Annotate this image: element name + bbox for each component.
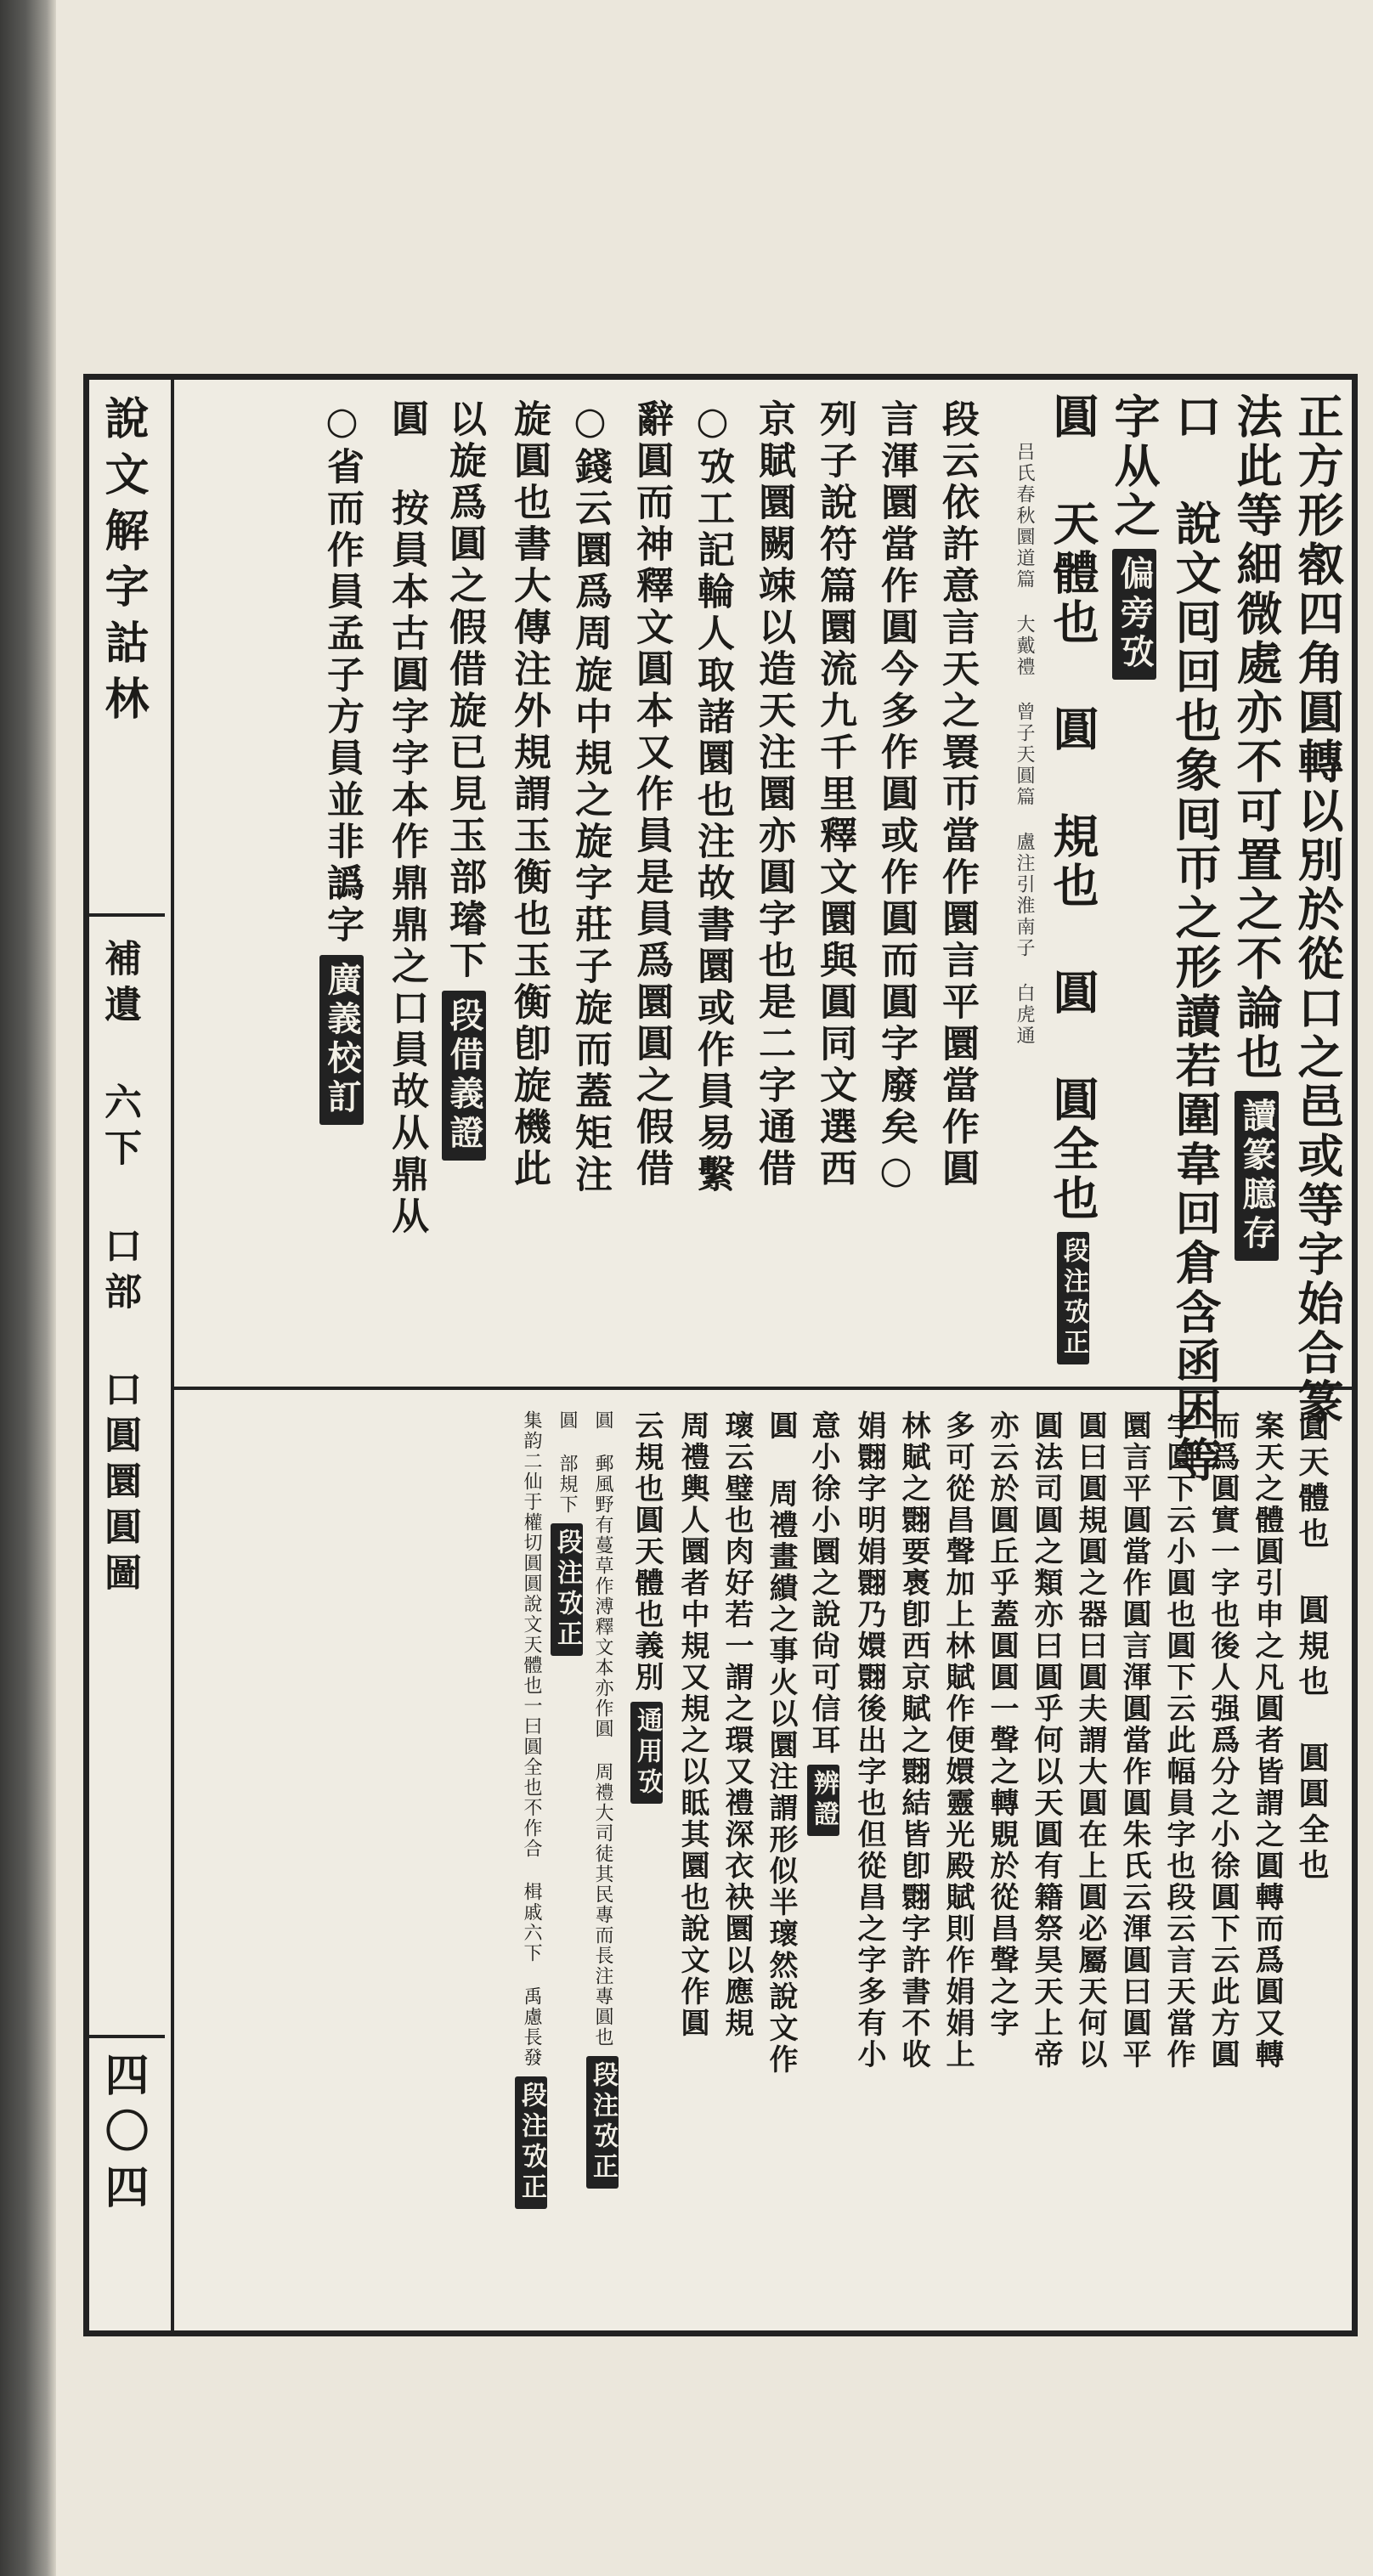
text-column: 多可從昌聲加上林賦作便嬛靈光殿賦則作娟娟上: [941, 1410, 975, 2070]
text-column: 京賦圜闕竦以造天注圜亦圓字也是二字通借: [752, 399, 795, 1190]
text-column: 圓 按員本古圓字字本作鼎鼎之口員故从鼎从: [385, 399, 428, 1238]
text-column: 圓 天體也 圓 規也 圓 圓全也段注攷正: [1050, 393, 1096, 1373]
source-tag: 偏旁攷: [1112, 549, 1156, 680]
text-column: 案天之體圓引申之凡圓者皆謂之圓轉而爲圓又轉: [1250, 1410, 1284, 2070]
margin-divider: [171, 380, 174, 2330]
book-title: 說文解字詁林: [97, 395, 149, 732]
source-tag: 段注攷正: [586, 2056, 619, 2189]
text-column: ○錢云圜爲周旋中規之旋字莊子旋而蓋矩注: [568, 399, 612, 1196]
text-column: 圓曰圓規圓之器曰圓夫謂大圓在上圓必屬天何以: [1073, 1410, 1107, 2070]
text-column: 言渾圜當作圓今多作圓或作圓而圓字廢矣○: [874, 399, 918, 1196]
text-column: 集韵二仙于權切圓圓說文天體也一曰圓全也不作合 楫戚六下 禹慮長發段注攷正: [515, 1410, 547, 2217]
text-column: 云規也圓天體也義別通用攷: [630, 1410, 663, 1812]
margin-separator: [88, 913, 165, 917]
text-column: 圓 周禮畫繢之事火以圜注謂形似半瓌然說文作: [764, 1410, 798, 2076]
text-column: 旋圓也書大傳注外規謂玉衡也玉衡卽旋機此: [507, 399, 551, 1190]
margin-separator: [88, 2035, 165, 2038]
section-label: 補遺 六下 口部 口圓圜圓圖: [98, 939, 141, 1599]
text-column: 周禮輿人圜者中規又規之以眡其圜也說文作圓: [675, 1410, 709, 2039]
text-column: 圓 部規下段注攷正: [551, 1410, 583, 1664]
text-column: 字从之偏旁攷: [1111, 393, 1157, 688]
text-column: 列子說符篇圜流九千里釋文圜與圓同文選西: [813, 399, 856, 1190]
page-margin-column: [88, 387, 165, 2324]
text-column: 字圓下云小圓也圓下云此幅員字也段云言天當作: [1161, 1410, 1195, 2070]
text-column: 林賦之翾要褭卽西京賦之翾結皆卽翾字許書不收: [896, 1410, 930, 2070]
text-column: 以旋爲圓之假借旋已見玉部璿下段借義證: [442, 399, 486, 1169]
book-binding-edge: [0, 0, 56, 2576]
source-tag: 辨證: [807, 1765, 839, 1836]
text-column: 娟翾字明娟翾乃嬛翾後出字也但從昌之字多有小: [852, 1410, 886, 2070]
source-tag: 段注攷正: [515, 2076, 547, 2209]
source-tag: 讀篆臆存: [1235, 1091, 1279, 1261]
text-column: 意小徐小圜之說尙可信耳辨證: [807, 1410, 839, 1844]
text-column: 段云依許意言天之瞏帀當作圜言平圜當作圓: [935, 399, 979, 1190]
text-column: 圓 郵風野有蔓草作溥釋文本亦作圓 周禮大司徒其民專而長注專圓也段注攷正: [586, 1410, 619, 2197]
source-tag: 段借義證: [442, 991, 486, 1161]
text-column: 口 說文囘回也象囘帀之形讀若圍韋回倉含函困等: [1168, 393, 1223, 1485]
text-column: 正方形㕡四角圓轉以別於從口之邑或等字始合篆: [1291, 393, 1345, 1427]
source-tag: 通用攷: [630, 1702, 663, 1804]
text-column: 圓法司圓之類亦曰圓乎何以天圓有籍祭昊天上帝: [1029, 1410, 1063, 2070]
text-column: ○省而作員孟子方員並非譌字廣義校訂: [319, 399, 364, 1133]
source-tag: 廣義校訂: [319, 955, 364, 1125]
text-column: ○攷工記輪人取諸圜也注故書圜或作員易繫: [691, 399, 734, 1196]
annotation-note: 吕氏春秋圜道篇 大戴禮 曾子天圓篇 盧注引淮南子 白虎通: [1014, 442, 1035, 1047]
text-column: 而爲圓實一字也後人强爲分之小徐圓下云此方圓: [1206, 1410, 1240, 2070]
text-column: 法此等細微處亦不可置之不論也讀篆臆存: [1234, 393, 1280, 1269]
text-column: 亦云於圓丘乎蓋圓圓一聲之轉覞於從昌聲之字: [985, 1410, 1019, 2039]
text-column: 圓天體也 圓規也 圓圓全也: [1294, 1410, 1330, 1884]
source-tag: 段注攷正: [1057, 1232, 1089, 1364]
source-tag: 段注攷正: [551, 1523, 583, 1656]
text-column: 圜言平圓當作圓言渾圓當作圓朱氏云渾圓曰圓平: [1117, 1410, 1151, 2070]
page-number: 四〇四: [97, 2052, 149, 2220]
text-column: 辭圓而神釋文圓本又作員是員爲圜圓之假借: [630, 399, 673, 1190]
text-column: 瓌云璧也肉好若一謂之環又禮深衣袂圜以應規: [720, 1410, 754, 2039]
